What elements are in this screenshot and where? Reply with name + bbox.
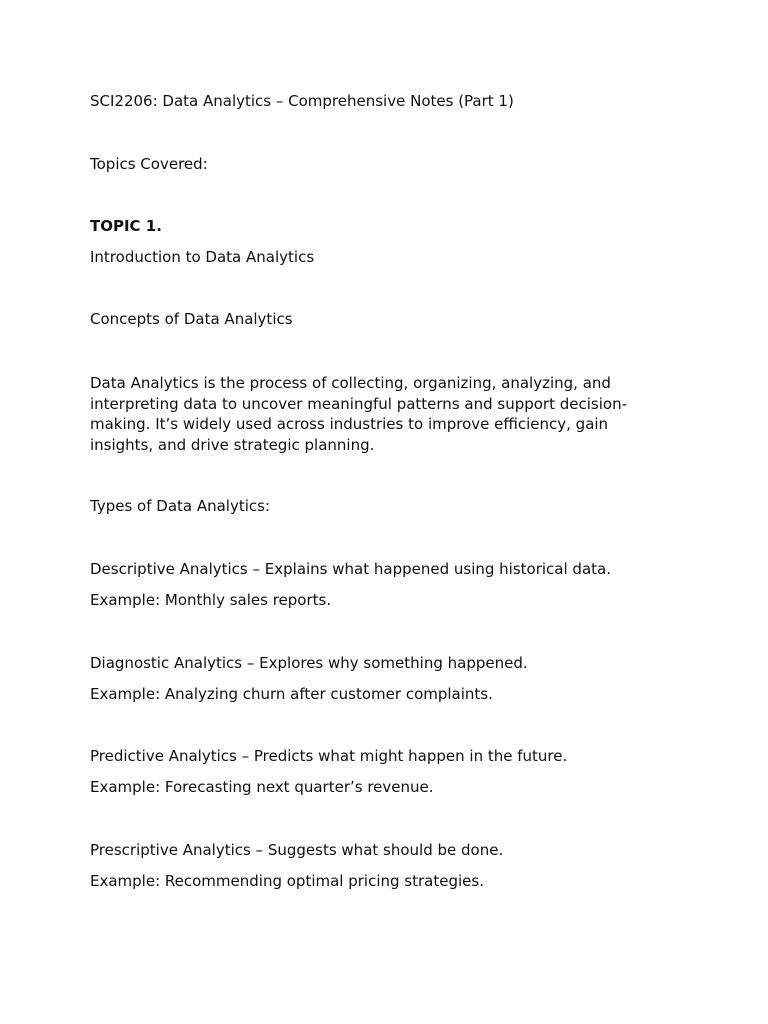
type-descriptive-description: Descriptive Analytics – Explains what happened using historical data.: [90, 560, 611, 578]
type-prescriptive-description: Prescriptive Analytics – Suggests what should be done.: [90, 841, 504, 859]
definition-paragraph: Data Analytics is the process of collecting, organizing, analyzing, and interpreting data to uncover meaningful patterns and support decision-making. It’s widely used across industries to improve efficiency, gain insights, and drive strategic planning.: [90, 374, 627, 455]
type-diagnostic-example: Example: Analyzing churn after customer complaints.: [90, 685, 493, 703]
topic-heading: TOPIC 1.: [90, 217, 162, 235]
type-predictive-description: Predictive Analytics – Predicts what might happen in the future.: [90, 747, 568, 765]
type-descriptive-example: Example: Monthly sales reports.: [90, 591, 332, 609]
type-prescriptive-example: Example: Recommending optimal pricing strategies.: [90, 872, 484, 890]
section-heading: Concepts of Data Analytics: [90, 310, 293, 328]
topic-name: Introduction to Data Analytics: [90, 248, 315, 266]
topics-covered-label: Topics Covered:: [90, 155, 208, 173]
document-title: SCI2206: Data Analytics – Comprehensive Notes (Part 1): [90, 92, 514, 110]
type-predictive-example: Example: Forecasting next quarter’s revenue.: [90, 778, 434, 796]
type-diagnostic-description: Diagnostic Analytics – Explores why something happened.: [90, 654, 528, 672]
types-heading: Types of Data Analytics:: [90, 497, 271, 515]
